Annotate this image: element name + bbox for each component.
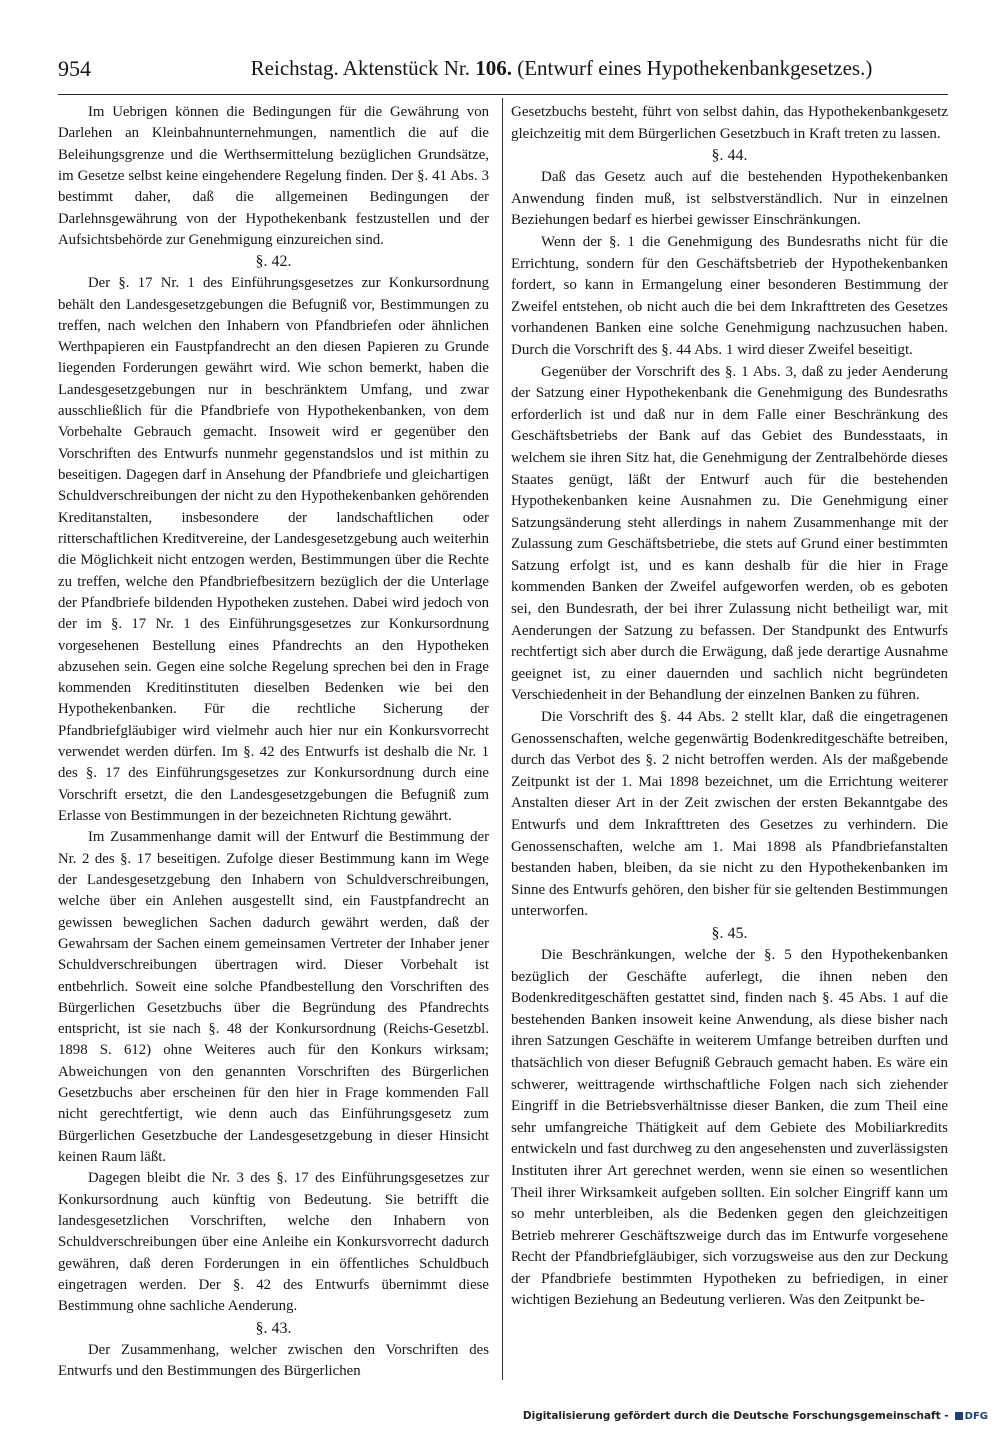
paragraph: Der Zusammenhang, welcher zwischen den Vorschriften des Entwurfs und den Bestimmungen des Bürgerlichen (58, 1341, 489, 1379)
paragraph: Die Beschränkungen, welche der §. 5 den Hypothekenbanken bezüglich der Geschäfte auferlegt, die ihnen neben den Bodenkreditgeschäften gestattet sind, finden nach §. 45 Abs. 1 auf die bestehenden Banken insoweit keine Anwendung, als diese bisher nach ihren Satzungen Geschäfte in weiterem Umfange betreiben durften und thatsächlich von dieser Befugniß Gebrauch gemacht haben. Es wäre ein schwerer, weittragende wirthschaftliche Folgen nach sich ziehender Eingriff in die Betriebsverhältnisse dieser Banken, die zum Theil eine sehr umfangreiche Thätigkeit auf dem Gebiete des Mobiliarkredits entwickeln und fast durchweg zu den angesehensten und zuverlässigsten Instituten ihrer Art gerechnet werden, wenn sie einen so wesentlichen Theil ihrer Wirksamkeit aufgeben sollten. Ein solcher Eingriff kann um so mehr unterbleiben, als die Bedenken gegen den gleichzeitigen Betrieb mehrerer Geschäftszweige durch das im Entwurfe vorgesehene Recht der Pfandbriefgläubiger, sich vorzugsweise aus den zur Deckung der Pfandbriefe bestimmten Hypotheken zu befriedigen, in einer wichtigen Beziehung an Bedeutung verlieren. Was den Zeitpunkt be- (511, 946, 948, 1309)
footer (523, 1407, 988, 1425)
section-heading: §. 44. (711, 147, 748, 165)
left-column (58, 102, 489, 1382)
paragraph: Gegenüber der Vorschrift des §. 1 Abs. 3, daß zu jeder Aenderung der Satzung einer Hypothekenbank die Genehmigung des Bundesraths erforderlich ist und daß nur in dem Falle einer Beschränkung des Geschäftsbetriebs der Bank auf das Gebiet des Bundesstaats, in welchem sie ihren Sitz hat, die Genehmigung der Zentralbehörde dieses Staates genügt, läßt der Entwurf auch für die bestehenden Hypothekenbanken keine Ausnahmen zu. Die Genehmigung einer Satzungsänderung steht allerdings in nahem Zusammenhange mit der Zulassung zum Geschäftsbetriebe, die stets auf Grund einer bestimmten Satzung erfolgt ist, und es kann deshalb für die hier in Frage kommenden Banken der Zweifel aufgeworfen werden, ob es geboten sei, den Bundesrath, der bei ihrer Zulassung nicht betheiligt war, mit Aenderungen der Satzung zu befassen. Der Standpunkt des Entwurfs rechtfertigt sich aber durch die Erwägung, daß jede derartige Ausnahme geeignet ist, zu einer dauernden und sachlich nicht begründeten Verschiedenheit in der Behandlung der einzelnen Banken zu führen. (511, 363, 948, 704)
dfg-logo-text: DFG (964, 1410, 988, 1422)
paragraph: Im Uebrigen können die Bedingungen für die Gewährung von Darlehen an Kleinbahnunternehmungen, namentlich die auf die Beleihungsgrenze und die Werthsermittelung bezüglichen Grundsätze, im Gesetze selbst keine eingehendere Regelung finden. Der §. 41 Abs. 3 bestimmt daher, daß die allgemeinen Bedingungen der Darlehnsgewährung von der Hypothekenbank festzustellen und der Aufsichtsbehörde zur Genehmigung einzureichen sind. (58, 104, 489, 248)
paragraph: Gesetzbuchs besteht, führt von selbst dahin, das Hypothekenbankgesetz gleichzeitig mit dem Bürgerlichen Gesetzbuch in Kraft treten zu lassen. (511, 104, 948, 142)
dfg-logo-mark-icon (955, 1412, 963, 1420)
paragraph: Der §. 17 Nr. 1 des Einführungsgesetzes zur Konkursordnung behält den Landesgesetzgebungen die Befugniß vor, Bestimmungen zu treffen, nach welchen den Inhabern von Pfandbriefen oder ähnlichen Werthpapieren ein Faustpfandrecht an den diesen Papieren zu Grunde liegenden Forderungen gewährt wird. Wie schon bemerkt, haben die Landesgesetzgebungen nur in beschränktem Umfang, und zwar ausschließlich für die Pfandbriefe von Hypothekenbanken, von dem Vorbehalte Gebrauch gemacht. Insoweit wird er gegenüber den Vorschriften des Entwurfs nunmehr gegenstandslos und ist mithin zu beseitigen. Dagegen darf in Ansehung der Pfandbriefe und gleichartigen Schuldverschreibungen der nicht zu den Hypothekenbanken gehörenden Kreditanstalten, insbesondere der landschaftlichen oder ritterschaftlichen Kreditvereine, der Landesgesetzgebung auch weiterhin die Möglichkeit nicht entzogen werden, Bestimmungen über die Rechte zu treffen, welche den Pfandbriefbesitzern bezüglich der die Unterlage der Pfandbriefe bildenden Hypotheken zustehen. Dabei wird jedoch von der im §. 17 Nr. 1 des Einführungsgesetzes zur Konkursordnung vorgesehenen Bestellung eines Pfandrechts an den Hypotheken abzusehen sein. Gegen eine solche Regelung sprechen bei den in Frage kommenden Kreditinstituten dieselben Bedenken wie bei den Hypothekenbanken. Für die rechtliche Sicherung der Pfandbriefgläubiger wird vielmehr auch hier nur ein Konkursvorrecht verwendet werden dürfen. Im §. 42 des Entwurfs ist deshalb die Nr. 1 des §. 17 des Einführungsgesetzes zur Konkursordnung durch eine Vorschrift ersetzt, die den Landesgesetzgebungen die Befugniß zum Erlasse von Bestimmungen in der bezeichneten Richtung gewährt. (58, 275, 489, 824)
header-rule (58, 94, 948, 95)
running-title (194, 56, 929, 81)
paragraph: Wenn der §. 1 die Genehmigung des Bundesraths nicht für die Errichtung, sondern für den Geschäftsbetrieb der Hypothekenbanken fordert, so kann in Ermangelung einer besonderen Bestimmung der Zweifel entstehen, ob nicht auch die bei dem Inkrafttreten des Gesetzes vorhandenen Banken eine solche Genehmigung nachzusuchen haben. Durch die Vorschrift des §. 44 Abs. 1 wird dieser Zweifel beseitigt. (511, 233, 948, 358)
running-title-prefix: Reichstag. Aktenstück Nr. (250, 56, 470, 80)
paragraph: Im Zusammenhange damit will der Entwurf die Bestimmung der Nr. 2 des §. 17 beseitigen. Zufolge dieser Bestimmung kann im Wege der Landesgesetzgebung den Inhabern von Schuldverschreibungen, welche über ein Anlehen ausgestellt sind, ein Faustpfandrecht an gewissen beweglichen Sachen dadurch gewährt werden, daß der Gewahrsam der Sachen einem gemeinsamen Vertreter der Inhaber jener Schuldverschreibungen übertragen wird. Dieser Vorbehalt ist entbehrlich. Soweit eine solche Pfandbestellung den Vorschriften des Bürgerlichen Gesetzbuchs über die Begründung des Pfandrechts entspricht, ist sie nach §. 48 der Konkursordnung (Reichs-Gesetzbl. 1898 S. 612) ohne Weiteres auch für den Konkurs wirksam; Abweichungen von den genannten Vorschriften des Bürgerlichen Gesetzbuchs aber erscheinen für den hier in Frage kommenden Fall nicht gerechtfertigt, wie denn auch das Einführungsgesetz zum Bürgerlichen Gesetzbuche der Landesgesetzgebung in dieser Hinsicht keinen Raum läßt. (58, 829, 489, 1165)
footer-credit: Digitalisierung gefördert durch die Deutsche Forschungsgemeinschaft - (522, 1410, 949, 1422)
dfg-logo (955, 1411, 988, 1422)
page-number: 954 (58, 56, 91, 81)
document-number: 106. (475, 56, 512, 80)
column-divider (502, 98, 503, 1380)
paragraph: Dagegen bleibt die Nr. 3 des §. 17 des Einführungsgesetzes zur Konkursordnung auch künftig von Bedeutung. Sie betrifft die landesgesetzlichen Vorschriften, welche den Inhabern von Schuldverschreibungen über eine Anleihe ein Konkursvorrecht dadurch gewähren, daß deren Forderungen in ein öffentliches Schuldbuch eingetragen werden. Der §. 42 des Entwurfs übernimmt diese Bestimmung ohne sachliche Aenderung. (58, 1170, 489, 1315)
page-header (58, 56, 948, 88)
paragraph: Daß das Gesetz auch auf die bestehenden Hypothekenbanken Anwendung finden muß, ist selbstverständlich. Nur in einzelnen Beziehungen bedarf es hierbei gewisser Einschränkungen. (511, 169, 948, 229)
paragraph: Die Vorschrift des §. 44 Abs. 2 stellt klar, daß die eingetragenen Genossenschaften, welche gegenwärtig Bodenkreditgeschäfte betreiben, durch das Verbot des §. 2 nicht betroffen werden. Als der maßgebende Zeitpunkt ist der 1. Mai 1898 bezeichnet, um die Errichtung weiterer Anstalten dieser Art in der Zeit zwischen der ersten Bekanntgabe des Entwurfs und dem Inkrafttreten des Gesetzes zu verhindern. Die Genossenschaften, welche am 1. Mai 1898 als Pfandbriefanstalten bestanden haben, bleiben, da sie nicht zu den Hypothekenbanken im Sinne des Entwurfs gehören, den bisher für sie geltenden Bestimmungen unterworfen. (511, 709, 948, 920)
section-heading: §. 43. (255, 1319, 292, 1337)
section-heading: §. 45. (711, 924, 748, 942)
running-title-suffix: (Entwurf eines Hypothekenbankgesetzes.) (517, 56, 873, 80)
right-column (511, 102, 948, 1312)
section-heading: §. 42. (255, 253, 292, 271)
